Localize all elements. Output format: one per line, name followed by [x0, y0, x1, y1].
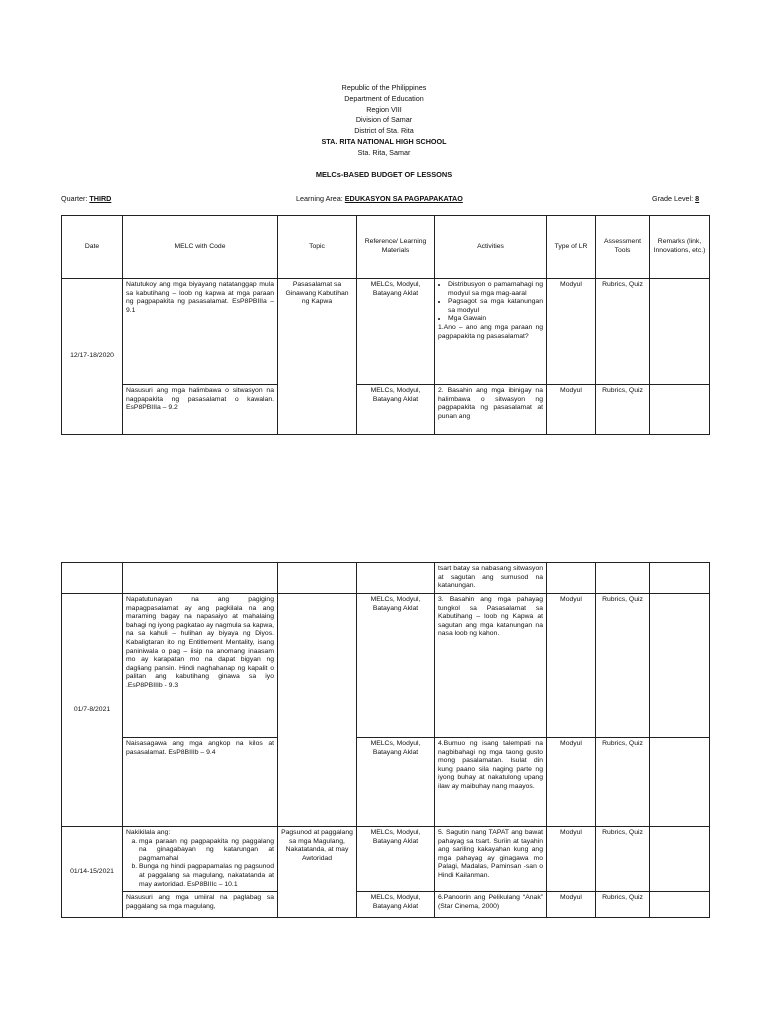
topic-cell [278, 563, 357, 594]
assessment-cell: Rubrics, Quiz [596, 594, 650, 738]
melc-cell: Nasusuri ang mga halimbawa o sitwasyon na nagpapakita ng pasasalamat o kawalan. EsP8PBIIIa – 9.2 [123, 385, 278, 435]
col-header-date: Date [62, 216, 123, 279]
table-row [62, 738, 710, 827]
type-of-lr-cell: Modyul [547, 594, 596, 738]
date-cell: 01/7-8/2021 [62, 594, 123, 827]
activities-cell: 4.Bumuo ng isang talempati na nagbibahagi ng mga taong gusto mong pasalamatan. Isulat din kung paano sila naging parte ng iyong buhay at nakatulong upang ilaw ay maibuhay nang maayos. [435, 738, 547, 827]
activity-item: • Distribusyon o pamamahagi ng modyul sa mga mag-aaral [448, 281, 543, 298]
remarks-cell [650, 892, 710, 918]
quarter-field [61, 194, 111, 203]
type-of-lr-cell: Modyul [547, 892, 596, 918]
activities-cell: 2. Basahin ang mga ibinigay na halimbawa o sitwasyon ng pagpapakita ng pasasalamat at punan ang [435, 385, 547, 435]
date-cell: 12/17-18/2020 [62, 279, 123, 435]
table-row [62, 279, 710, 385]
activities-cell: 3. Basahin ang mga pahayag tungkol sa Pasasalamat sa Kabutihang – loob ng Kapwa at sagutan ang mga katanungan na nasa loob ng kahon. [435, 594, 547, 738]
remarks-cell [650, 738, 710, 827]
type-of-lr-cell [547, 563, 596, 594]
table-row [62, 563, 710, 594]
header-department: Department of Education [344, 93, 424, 103]
remarks-cell [650, 385, 710, 435]
learning-area-value: EDUKASYON SA PAGPAPAKATAO [344, 194, 463, 203]
header-republic: Republic of the Philippines [341, 83, 427, 92]
assessment-cell: Rubrics, Quiz [596, 385, 650, 435]
col-header-topic: Topic [278, 216, 357, 279]
reference-cell: MELCs, Modyul, Batayang Aklat [357, 279, 435, 385]
melc-cell: Naisasagawa ang mga angkop na kilos at pasasalamat. EsP8BIIIb – 9.4 [123, 738, 278, 827]
activities-cell: 6.Panoorin ang Pelikulang “Anak” (Star Cinema, 2000) [435, 892, 547, 918]
school-header [0, 83, 768, 159]
budget-table-page1 [61, 215, 710, 435]
col-header-activities: Activities [435, 216, 547, 279]
activity-item: • Pagsagot sa mga katanungan sa modyul [448, 298, 543, 315]
assessment-cell: Rubrics, Quiz [596, 738, 650, 827]
activities-cell: tsart batay sa nabasang sitwasyon at sagutan ang sumusod na katanungan. [435, 563, 547, 594]
col-header-type-of-lr: Type of LR [547, 216, 596, 279]
topic-cell [278, 594, 357, 827]
col-header-reference: Reference/ Learning Materials [357, 216, 435, 279]
type-of-lr-cell: Modyul [547, 385, 596, 435]
header-division: Division of Samar [355, 115, 413, 125]
type-of-lr-cell: Modyul [547, 827, 596, 892]
table-row [62, 827, 710, 892]
melc-cell [123, 827, 278, 892]
header-district: District of Sta. Rita [354, 126, 414, 136]
header-address: Sta. Rita, Samar [357, 147, 411, 157]
budget-table-page2 [61, 562, 710, 918]
melc-cell: Napatutunayan na ang pagiging mapagpasalamat ay ang pagkilala na ang maraming bagay na napasaiyo at mahalaing bahagi ng iyong pagkatao ay nagmula sa kapwa, na sa kahuli – hulihan ay biyaya ng Diyos. Kabaligtaran ito ng Entitlement Mentality, isang paniniwala o pag – iisip na anomang inaasam mo ay karapatan mo na dapat bigyan ng dagliang pansin. Hindi naghahanap ng kapalit o palitan ang kabutihang ginawa sa iyo .EsP8PBIIIb - 9.3 [123, 594, 278, 738]
type-of-lr-cell: Modyul [547, 738, 596, 827]
melc-intro: Nakikilala ang: [126, 829, 171, 836]
date-cell [62, 563, 123, 594]
activities-cell [435, 279, 547, 385]
activities-list [438, 281, 543, 324]
reference-cell: MELCs, Modyul, Batayang Aklat [357, 385, 435, 435]
table-row [62, 594, 710, 738]
melc-cell: Nasusuri ang mga umiiral na paglabag sa paggalang sa mga magulang, [123, 892, 278, 918]
grade-level-label: Grade Level: [652, 194, 694, 203]
reference-cell [357, 563, 435, 594]
remarks-cell [650, 594, 710, 738]
document-title: MELCs-BASED BUDGET OF LESSONS [315, 170, 453, 179]
reference-cell: MELCs, Modyul, Batayang Aklat [357, 827, 435, 892]
header-region: Region VIII [366, 104, 402, 114]
assessment-cell: Rubrics, Quiz [596, 827, 650, 892]
melc-cell [123, 563, 278, 594]
col-header-remarks: Remarks (link, Innovations, etc.) [650, 216, 710, 279]
topic-cell: Pagsunod at paggalang sa mga Magulang, Nakatatanda, at may Awtoridad [278, 827, 357, 918]
remarks-cell [650, 827, 710, 892]
assessment-cell: Rubrics, Quiz [596, 892, 650, 918]
reference-cell: MELCs, Modyul, Batayang Aklat [357, 892, 435, 918]
activity-text: 1.Ano – ano ang mga paraan ng pagpapakita ng pasasalamat? [438, 323, 543, 340]
reference-cell: MELCs, Modyul, Batayang Aklat [357, 594, 435, 738]
date-cell: 01/14-15/2021 [62, 827, 123, 918]
reference-cell: MELCs, Modyul, Batayang Aklat [357, 738, 435, 827]
melc-cell: Natutukoy ang mga biyayang natatanggap mula sa kabutihang – loob ng kapwa at mga paraan ng pagpapakita ng pasasalamat. EsP8PBIIIa – 9.1 [123, 279, 278, 385]
grade-level-value: 8 [695, 194, 700, 203]
table-row [62, 892, 710, 918]
remarks-cell [650, 563, 710, 594]
assessment-cell: Rubrics, Quiz [596, 279, 650, 385]
activities-cell: 5. Sagutin nang TAPAT ang bawat pahayag sa tsart. Suriin at tayahin ang sariling kakayahan kung ang mga pahayag ay ginagawa mo Palagi, Madalas, Paminsan -san o Hindi Kailanman. [435, 827, 547, 892]
table-header-row [62, 216, 710, 279]
type-of-lr-cell: Modyul [547, 279, 596, 385]
learning-area-label: Learning Area: [296, 194, 343, 203]
topic-cell: Pasasalamat sa Ginawang Kabutihan ng Kapwa [278, 279, 357, 435]
melc-sublist [126, 838, 274, 890]
assessment-cell [596, 563, 650, 594]
col-header-melc: MELC with Code [123, 216, 278, 279]
activity-item: • Mga Gawain [448, 315, 543, 324]
melc-subitem: b. Bunga ng hindi pagpapamalas ng pagsunod at paggalang sa magulang, nakatatanda at may awtoridad. EsP8BIIIc – 10.1 [139, 863, 274, 889]
col-header-assessment: Assessment Tools [596, 216, 650, 279]
grade-level-field [652, 194, 699, 203]
quarter-label: Quarter: [61, 194, 88, 203]
melc-subitem: a. mga paraan ng pagpapakita ng paggalang na ginagabayan ng katarungan at pagmamahal [139, 838, 274, 864]
remarks-cell [650, 279, 710, 385]
header-school-name: STA. RITA NATIONAL HIGH SCHOOL [321, 136, 447, 146]
table-row [62, 385, 710, 435]
quarter-value: THIRD [89, 194, 112, 203]
learning-area-field [296, 194, 463, 203]
